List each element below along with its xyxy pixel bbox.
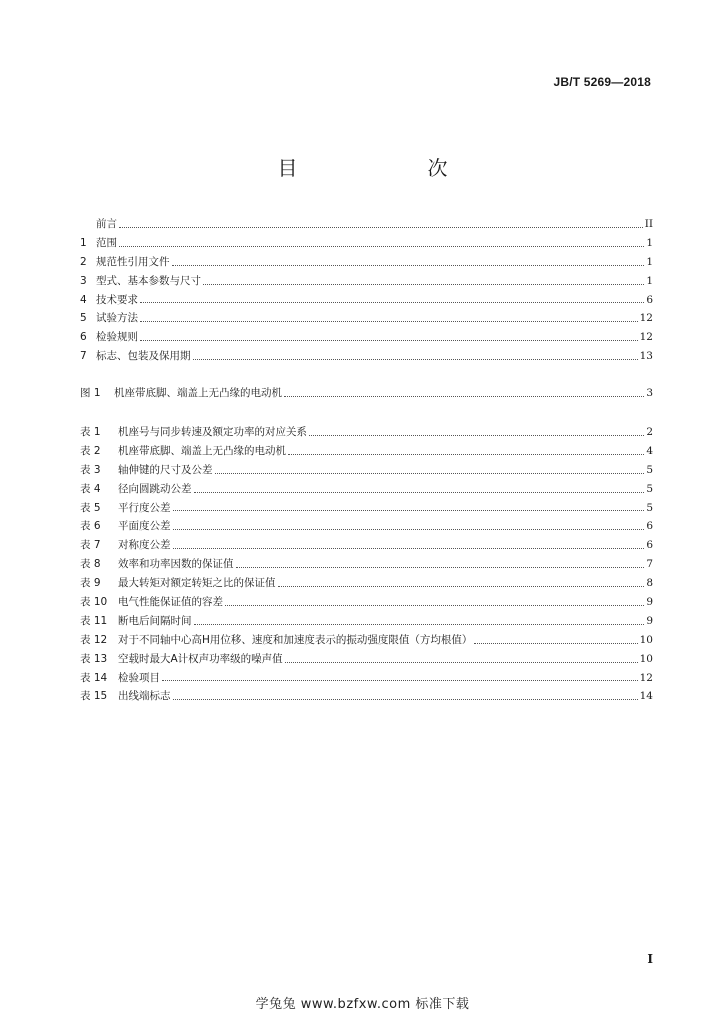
toc-leader-dots [119,226,643,228]
toc-leader-dots [285,661,638,663]
toc-entry[interactable] [80,329,653,348]
toc-entry-label: 对于不同轴中心高H用位移、速度和加速度表示的振动强度限值（方均根值） [118,633,473,646]
toc-entry-label: 机座带底脚、端盖上无凸缘的电动机 [118,444,286,457]
toc-entry[interactable] [80,273,653,292]
toc-leader-dots [140,320,638,322]
toc-leader-dots [173,509,645,511]
toc-entry[interactable] [80,518,653,537]
toc-entry[interactable] [80,613,653,632]
toc-entry-label: 检验规则 [96,331,138,344]
toc-entry[interactable] [80,651,653,670]
toc-entry-label: 效率和功率因数的保证值 [118,558,234,571]
toc-entry-page: II [644,218,653,230]
toc-entry-number: 表 14 [80,671,108,684]
toc-figures-section [80,385,653,404]
toc-entry-number: 4 [80,293,87,306]
toc-entry-number: 5 [80,312,87,325]
toc-leader-dots [194,623,645,625]
toc-entry-label: 平行度公差 [118,501,171,514]
toc-entry[interactable] [80,310,653,329]
toc-tables-section [80,424,653,707]
toc-entry-page: 12 [639,312,653,325]
toc-entry-page: 5 [646,501,653,514]
toc-leader-dots [140,339,638,341]
toc-entry[interactable] [80,216,653,235]
toc-entry-page: 2 [646,426,653,438]
toc-leader-dots [140,301,644,303]
toc-entry-label: 最大转矩对额定转矩之比的保证值 [118,577,276,590]
toc-entry[interactable] [80,688,653,707]
toc-entry-number: 表 5 [80,501,101,514]
toc-entry-page: 7 [646,558,653,571]
toc-entry[interactable] [80,632,653,651]
toc-entry-label: 机座号与同步转速及额定功率的对应关系 [118,426,307,438]
toc-entry-page: 5 [646,482,653,495]
page-number: I [647,952,653,966]
toc-entry-number: 表 1 [80,426,101,438]
toc-entry[interactable] [80,424,653,443]
toc-entry-number: 表 4 [80,482,101,495]
toc-leader-dots [172,264,645,266]
toc-leader-dots [288,453,644,455]
toc-entry-page: 9 [646,614,653,627]
toc-leader-dots [173,547,645,549]
toc-entry-page: 9 [646,596,653,609]
toc-entry-label: 技术要求 [96,293,138,306]
toc-entry-page: 12 [639,671,653,684]
toc-entry-label: 径向圆跳动公差 [118,482,192,495]
toc-entry[interactable] [80,235,653,254]
toc-entry-label: 对称度公差 [118,539,171,552]
toc-leader-dots [173,698,638,700]
standard-number: JB/T 5269—2018 [553,75,651,89]
toc-entry-label: 电气性能保证值的容差 [118,596,223,609]
toc-entry-page: 6 [646,520,653,533]
toc-leader-dots [278,585,645,587]
toc-leader-dots [203,283,644,285]
toc-entry[interactable] [80,348,653,367]
toc-entry-page: 1 [646,255,653,268]
toc-entry-page: 5 [646,463,653,476]
toc-entry-label: 空载时最大A计权声功率级的噪声值 [118,652,283,665]
toc-entry-number: 表 13 [80,652,108,665]
toc-leader-dots [236,566,645,568]
toc-leader-dots [119,245,644,247]
toc-leader-dots [162,679,638,681]
toc-entry-number: 表 6 [80,520,101,533]
toc-entry[interactable] [80,443,653,462]
toc-entry-number: 表 9 [80,577,101,590]
toc-entry-label: 范围 [96,236,117,249]
toc-entry-label: 断电后间隔时间 [118,614,192,627]
toc-entry-number: 3 [80,274,87,287]
toc-entry-page: 3 [646,387,653,399]
toc-entry-label: 轴伸键的尺寸及公差 [118,463,213,476]
toc-entry[interactable] [80,254,653,273]
toc-entry[interactable] [80,537,653,556]
toc-leader-dots [194,491,645,493]
toc-entry-page: 10 [639,633,653,646]
toc-entry-page: 13 [639,350,653,363]
toc-entry-number: 表 3 [80,463,101,476]
toc-contents-section [80,216,653,367]
toc-entry-page: 10 [639,652,653,665]
toc-entry-page: 12 [639,331,653,344]
toc-entry-number: 表 11 [80,614,108,627]
toc-leader-dots [309,434,644,436]
toc-leader-dots [474,642,637,644]
toc-entry-number: 表 12 [80,633,108,646]
toc-entry-page: 6 [646,293,653,306]
toc-leader-dots [225,604,644,606]
toc-entry[interactable] [80,292,653,311]
toc-entry[interactable] [80,500,653,519]
toc-entry-label: 标志、包装及保用期 [96,350,191,363]
toc-leader-dots [215,472,645,474]
toc-entry[interactable] [80,594,653,613]
toc-entry[interactable] [80,385,653,404]
toc-entry[interactable] [80,670,653,689]
toc-entry-label: 型式、基本参数与尺寸 [96,274,201,287]
toc-entry-page: 4 [646,444,653,457]
toc-entry-page: 14 [639,690,653,703]
toc-entry-label: 出线端标志 [118,690,171,703]
toc-entry-number: 表 15 [80,690,108,703]
toc-entry-label: 规范性引用文件 [96,255,170,268]
watermark-text: 学兔兔 www.bzfxw.com 标准下载 [255,997,470,1012]
toc-entry-label: 检验项目 [118,671,160,684]
toc-leader-dots [173,528,645,530]
toc-leader-dots [284,395,644,397]
toc-leader-dots [193,358,638,360]
toc-entry-number: 表 8 [80,558,101,571]
toc-entry-number: 表 2 [80,444,101,457]
toc-entry-number: 2 [80,255,87,268]
toc-entry-page: 1 [646,236,653,249]
toc-entry[interactable] [80,481,653,500]
toc-entry-page: 6 [646,539,653,552]
toc-entry-label: 前言 [96,218,117,230]
toc-entry[interactable] [80,575,653,594]
toc-entry-page: 1 [646,274,653,287]
toc-entry-number: 6 [80,331,87,344]
toc-entry[interactable] [80,462,653,481]
toc-entry-label: 试验方法 [96,312,138,325]
toc-entry-number: 图 1 [80,387,101,399]
toc-entry[interactable] [80,556,653,575]
toc-entry-number: 7 [80,350,87,363]
toc-entry-page: 8 [646,577,653,590]
toc-entry-label: 机座带底脚、端盖上无凸缘的电动机 [114,387,282,399]
toc-entry-label: 平面度公差 [118,520,171,533]
toc-entry-number: 表 7 [80,539,101,552]
page-title: 目 次 [277,156,478,180]
toc-entry-number: 1 [80,236,87,249]
toc-entry-number: 表 10 [80,596,108,609]
